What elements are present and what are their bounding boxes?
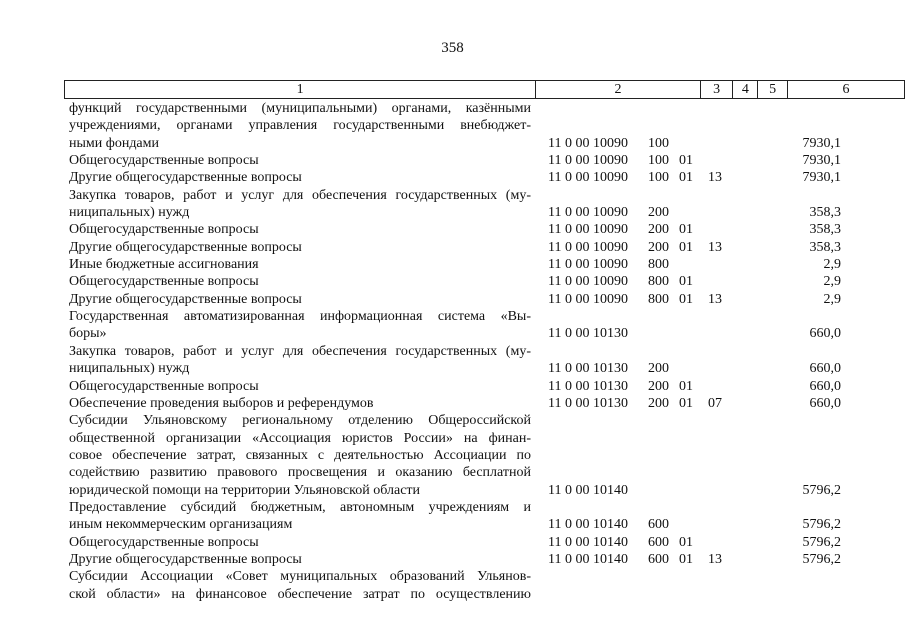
column-header-1: 1	[65, 81, 536, 99]
row-amount: 660,0	[809, 326, 841, 342]
row-expense-type: 600	[648, 534, 669, 550]
row-expense-type: 800	[648, 274, 669, 290]
row-amount: 2,9	[823, 274, 841, 290]
row-description: общественной организации «Ассоциация юристов России» на финан-	[69, 430, 531, 446]
row-target-code: 11 0 00 10090	[548, 239, 628, 255]
column-header-5: 5	[758, 81, 788, 99]
table-row	[0, 273, 905, 290]
row-target-code: 11 0 00 10090	[548, 135, 628, 151]
row-target-code: 11 0 00 10140	[548, 551, 628, 567]
table-row	[0, 482, 905, 499]
row-description: ской области» на финансовое обеспечение затрат по осуществлению	[69, 586, 531, 602]
row-subsection: 13	[708, 291, 722, 307]
table-row	[0, 291, 905, 308]
table-row	[0, 308, 905, 325]
row-description: Другие общегосударственные вопросы	[69, 239, 302, 255]
row-description: Другие общегосударственные вопросы	[69, 291, 302, 307]
column-header-6: 6	[788, 81, 905, 99]
row-description: Субсидии Ульяновскому региональному отделению Общероссийской	[69, 413, 531, 429]
row-target-code: 11 0 00 10090	[548, 257, 628, 273]
row-target-code: 11 0 00 10130	[548, 326, 628, 342]
row-section: 01	[679, 239, 693, 255]
row-expense-type: 600	[648, 517, 669, 533]
column-header-3: 3	[700, 81, 733, 99]
row-expense-type: 200	[648, 239, 669, 255]
table-row	[0, 395, 905, 412]
column-header-4: 4	[733, 81, 758, 99]
row-amount: 5796,2	[802, 517, 841, 533]
row-subsection: 13	[708, 170, 722, 186]
row-section: 01	[679, 153, 693, 169]
row-amount: 660,0	[809, 361, 841, 377]
table-row	[0, 169, 905, 186]
row-expense-type: 800	[648, 257, 669, 273]
row-section: 01	[679, 534, 693, 550]
table-row	[0, 117, 905, 134]
row-expense-type: 600	[648, 551, 669, 567]
row-expense-type: 200	[648, 205, 669, 221]
table-row	[0, 221, 905, 238]
row-description: учреждениями, органами управления государственными внебюджет-	[69, 118, 531, 134]
row-description: Закупка товаров, работ и услуг для обеспечения государственных (му-	[69, 343, 531, 359]
table-row	[0, 464, 905, 481]
row-expense-type: 200	[648, 395, 669, 411]
row-section: 01	[679, 551, 693, 567]
row-target-code: 11 0 00 10130	[548, 361, 628, 377]
row-amount: 2,9	[823, 257, 841, 273]
table-row	[0, 447, 905, 464]
row-description: Общегосударственные вопросы	[69, 222, 259, 238]
row-description: Другие общегосударственные вопросы	[69, 551, 302, 567]
row-section: 01	[679, 274, 693, 290]
row-description: ными фондами	[69, 135, 160, 151]
row-description: функций государственными (муниципальными) органами, казёнными	[69, 101, 531, 116]
table-row	[0, 378, 905, 395]
row-description: ниципальных) нужд	[69, 361, 190, 377]
row-section: 01	[679, 395, 693, 411]
row-expense-type: 800	[648, 291, 669, 307]
table-row	[0, 152, 905, 169]
row-amount: 7930,1	[802, 170, 841, 186]
row-subsection: 07	[708, 395, 722, 411]
row-target-code: 11 0 00 10140	[548, 482, 628, 498]
row-description: Обеспечение проведения выборов и референдумов	[69, 395, 374, 411]
row-amount: 358,3	[809, 205, 841, 221]
row-target-code: 11 0 00 10130	[548, 395, 628, 411]
row-description: Закупка товаров, работ и услуг для обеспечения государственных (му-	[69, 187, 531, 203]
row-description: Общегосударственные вопросы	[69, 153, 259, 169]
row-target-code: 11 0 00 10090	[548, 205, 628, 221]
row-expense-type: 100	[648, 135, 669, 151]
row-description: Субсидии Ассоциации «Совет муниципальных образований Ульянов-	[69, 569, 531, 585]
row-description: Иные бюджетные ассигнования	[69, 257, 259, 273]
table-row	[0, 239, 905, 256]
row-expense-type: 100	[648, 170, 669, 186]
row-expense-type: 100	[648, 153, 669, 169]
row-description: ниципальных) нужд	[69, 205, 190, 221]
column-header-table	[64, 80, 905, 99]
row-amount: 7930,1	[802, 153, 841, 169]
table-row	[0, 586, 905, 603]
row-description: Предоставление субсидий бюджетным, автономным учреждениям и	[69, 499, 531, 515]
row-target-code: 11 0 00 10090	[548, 170, 628, 186]
row-target-code: 11 0 00 10130	[548, 378, 628, 394]
row-amount: 5796,2	[802, 534, 841, 550]
row-target-code: 11 0 00 10090	[548, 274, 628, 290]
budget-table-body	[0, 100, 905, 603]
row-section: 01	[679, 222, 693, 238]
row-target-code: 11 0 00 10090	[548, 291, 628, 307]
row-subsection: 13	[708, 239, 722, 255]
row-expense-type: 200	[648, 222, 669, 238]
table-row	[0, 568, 905, 585]
row-description: иным некоммерческим организациям	[69, 517, 293, 533]
row-amount: 660,0	[809, 395, 841, 411]
row-expense-type: 200	[648, 361, 669, 377]
column-header-2: 2	[536, 81, 700, 99]
table-row	[0, 499, 905, 516]
table-row	[0, 516, 905, 533]
table-row	[0, 343, 905, 360]
row-expense-type: 200	[648, 378, 669, 394]
row-amount: 7930,1	[802, 135, 841, 151]
row-amount: 2,9	[823, 291, 841, 307]
row-description: Государственная автоматизированная информационная система «Вы-	[69, 309, 531, 325]
row-description: Общегосударственные вопросы	[69, 534, 259, 550]
table-row	[0, 534, 905, 551]
table-row	[0, 135, 905, 152]
row-subsection: 13	[708, 551, 722, 567]
table-row	[0, 551, 905, 568]
row-description: Общегосударственные вопросы	[69, 274, 259, 290]
table-row	[0, 430, 905, 447]
row-description: содействию развитию правового просвещения и оказанию бесплатной	[69, 465, 531, 481]
row-description: совое обеспечение затрат, связанных с деятельностью Ассоциации по	[69, 447, 531, 463]
row-amount: 660,0	[809, 378, 841, 394]
row-amount: 358,3	[809, 239, 841, 255]
row-target-code: 11 0 00 10090	[548, 153, 628, 169]
table-row	[0, 360, 905, 377]
row-target-code: 11 0 00 10140	[548, 534, 628, 550]
row-section: 01	[679, 170, 693, 186]
page-number: 358	[441, 40, 464, 56]
row-amount: 5796,2	[802, 482, 841, 498]
row-amount: 358,3	[809, 222, 841, 238]
row-target-code: 11 0 00 10090	[548, 222, 628, 238]
table-row	[0, 187, 905, 204]
row-section: 01	[679, 291, 693, 307]
row-description: Общегосударственные вопросы	[69, 378, 259, 394]
row-description: Другие общегосударственные вопросы	[69, 170, 302, 186]
column-header-row	[65, 81, 905, 99]
row-section: 01	[679, 378, 693, 394]
table-row	[0, 100, 905, 117]
row-amount: 5796,2	[802, 551, 841, 567]
table-row	[0, 412, 905, 429]
table-row	[0, 256, 905, 273]
row-description: юридической помощи на территории Ульяновской области	[69, 482, 421, 498]
table-row	[0, 204, 905, 221]
row-description: боры»	[69, 326, 107, 342]
table-row	[0, 325, 905, 342]
row-target-code: 11 0 00 10140	[548, 517, 628, 533]
